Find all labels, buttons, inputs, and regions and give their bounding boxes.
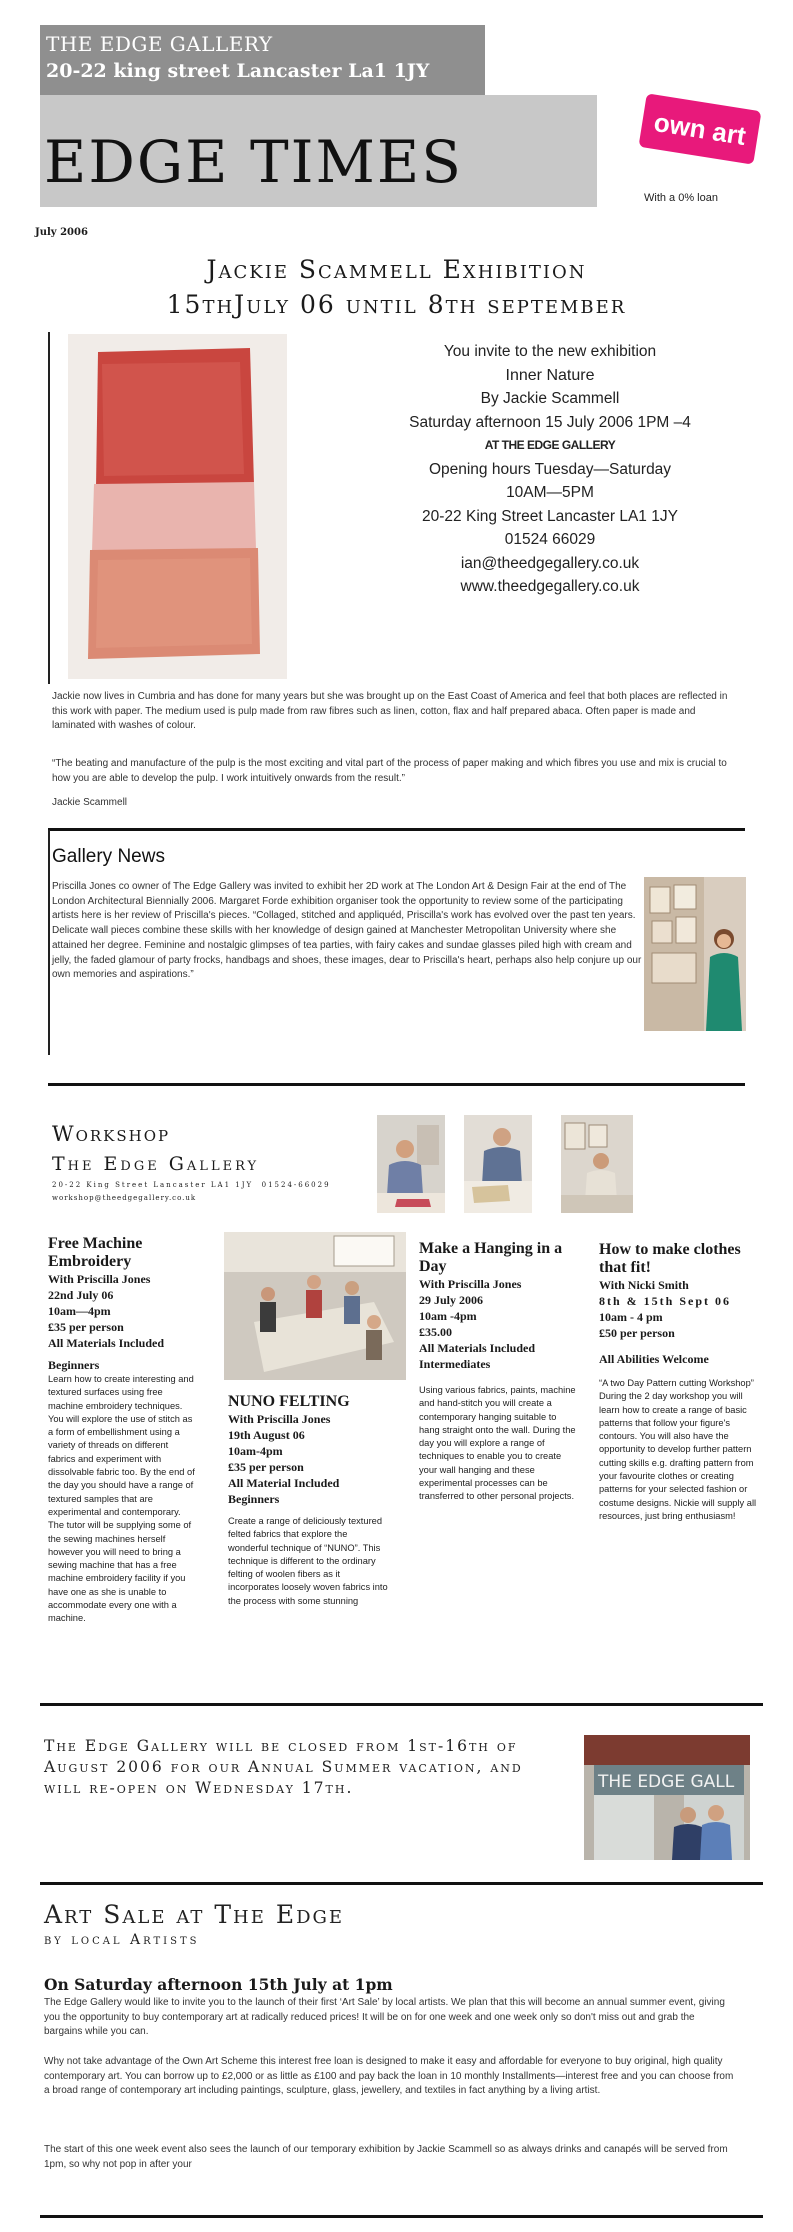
workshop-photo-icon	[377, 1115, 445, 1213]
own-art-logo-text: own art	[652, 106, 749, 151]
news-body: Priscilla Jones co owner of The Edge Gallery was invited to exhibit her 2D work at The London Art & Design Fair at the end of The London Architectural Biennially 2006. Margaret Forde exhibition organiser took the opportunity to review some of the participating artists here is her review of Priscilla's pieces. “Collaged, stitched and appliquéd, Priscilla's work has evolved over the past ten years. Delicate wall pieces combine these skills with her knowledge of design gained at Manchester Metropolitan University where she attained her degree. Feminine and nostalgic glimpses of tea parties, with fairy cakes and sundae glasses piled high with cream and jelly, the faded glamour of party frocks, handbags and shoes, these images, dear to Priscilla's heart, perhaps also help conjure up our own memories and aspirations.”	[52, 881, 642, 981]
course-time: 10am-4pm	[228, 1444, 283, 1458]
workshop-email[interactable]: workshop@theedgegallery.co.uk	[52, 1194, 197, 1202]
own-art-tagline: With a 0% loan	[644, 192, 718, 204]
workshop-address	[52, 1181, 331, 1189]
exhibition-artist: By Jackie Scammell	[480, 390, 620, 407]
course-price: £50 per person	[599, 1326, 675, 1340]
exhibition-name: Inner Nature	[505, 366, 595, 384]
divider	[40, 1882, 763, 1885]
invite-intro: You invite to the new exhibition	[443, 343, 657, 360]
exhibition-title: Jackie Scammell Exhibition	[206, 255, 587, 284]
course-level: All Abilities Welcome	[599, 1352, 709, 1366]
phone-number: 01524 66029	[504, 531, 596, 548]
course-date: 22nd July 06	[48, 1288, 114, 1302]
divider	[40, 1703, 763, 1706]
course-time: 10am - 4 pm	[599, 1310, 663, 1324]
issue-date: July 2006	[35, 227, 88, 238]
course-materials: All Materials Included	[48, 1336, 164, 1350]
gallery-name: THE EDGE GALLERY	[46, 32, 273, 56]
venue-address: 20-22 King Street Lancaster LA1 1JY	[422, 507, 678, 525]
venue: AT THE EDGE GALLERY	[484, 438, 616, 452]
course-description: “A two Day Pattern cutting Workshop” During the 2 day workshop you will learn how to create a range of basic patterns that follow your figure's contours. You will also have the opportunity to develop further pattern cutting skills e.g. drafting pattern from your favourite clothes or creating patterns for your selected fashion or costume designs. Nickie will supply all resources, just bring enthusiasm!	[599, 1378, 757, 1521]
course-tutor: With Nicki Smith	[599, 1278, 689, 1292]
course-materials: All Materials Included	[419, 1341, 535, 1355]
newsletter-title: EDGE TIMES	[44, 128, 464, 196]
course-description: Learn how to create interesting and textured surfaces using free machine embroidery techniques. You will explore the use of stitch as a form of embellishment using a variety of threads on different fabrics and experiment with dissolvable fabric too. By the end of the day you should have a range of textured samples that are experimental and contemporary. The tutor will be supplying some of the sewing machines herself however you will need to bring a sewing machine that has a free machine embroidery facility if you have one as she is unable to accommodate every one with a machine.	[48, 1374, 195, 1624]
artist-photo-icon	[644, 877, 746, 1031]
paper-artwork-icon	[68, 334, 287, 679]
course-price: £35 per person	[48, 1320, 124, 1334]
invitation-block	[340, 340, 760, 599]
workshop-photo-3	[561, 1115, 633, 1213]
artist-signature: Jackie Scammell	[52, 797, 128, 808]
workshop-address-text: 20-22 King Street Lancaster LA1 1JY	[52, 1181, 254, 1189]
course-tutor: With Priscilla Jones	[228, 1412, 331, 1426]
email-link[interactable]: ian@theedgegallery.co.uk	[460, 554, 640, 572]
course-tutor: With Priscilla Jones	[419, 1277, 522, 1291]
art-sale-heading: On Saturday afternoon 15th July at 1pm	[44, 1975, 393, 1994]
course-title: Make a Hanging in a Day	[419, 1240, 563, 1275]
workshop-phone: 01524-66029	[261, 1181, 331, 1189]
art-sale-paragraph: Why not take advantage of the Own Art Scheme this interest free loan is designed to make it easy and affordable for everyone to buy original, high quality contemporary art. You can borrow up to £2,000 or as little as £100 and pay back the loan in 10 monthly Installments—interest free and you can choose from a broad range of contemporary art including paintings, sculpture, glass, jewellery, and textiles in fact anything by a living artist.	[44, 2056, 734, 2096]
website-link[interactable]: www.theedgegallery.co.uk	[460, 578, 640, 595]
art-sale-paragraph: The start of this one week event also sees the launch of our temporary exhibition by Jackie Scammell so as always drinks and canapés will be served from 1pm, so why not pop in after your	[44, 2144, 728, 2170]
exhibition-dates: 15thJuly 06 until 8th september	[166, 290, 627, 319]
section-border	[48, 830, 50, 1055]
gallery-front-photo	[584, 1735, 750, 1860]
opening-times: 10AM—5PM	[506, 484, 594, 501]
workshop-photo-1	[377, 1115, 445, 1213]
divider	[48, 1083, 745, 1086]
workshop-photo-icon	[464, 1115, 532, 1213]
course-title: How to make clothes that fit!	[599, 1241, 741, 1276]
art-sale-paragraph: The Edge Gallery would like to invite you to the launch of their first ‘Art Sale’ by local artists. We plan that this will become an annual summer event, giving you the opportunity to buy contemporary art at radically reduced prices! It will be on for one week and one week only so don't miss out and grab the bargains while you can.	[44, 1997, 725, 2037]
course-materials: All Material Included	[228, 1476, 340, 1490]
workshop-photo-icon	[561, 1115, 633, 1213]
course-time: 10am—4pm	[48, 1304, 111, 1318]
course-nuno-felting	[228, 1393, 388, 1608]
workshop-gallery: The Edge Gallery	[52, 1153, 260, 1175]
gallery-address: 20-22 king street Lancaster La1 1JY	[46, 60, 430, 82]
course-date: 19th August 06	[228, 1428, 305, 1442]
artist-quote: “The beating and manufacture of the pulp is the most exciting and vital part of the process of paper making and which fibres you use and mix is crucial to how you are able to develop the pulp. I work intuitively onwards from the result.”	[52, 758, 727, 784]
course-free-machine-embroidery	[48, 1235, 198, 1626]
course-title: Free Machine Embroidery	[48, 1235, 143, 1270]
opening-hours: Opening hours Tuesday—Saturday	[428, 460, 672, 478]
own-art-logo	[638, 93, 761, 164]
storefront-sign: THE EDGE GALL	[598, 1772, 735, 1792]
classroom-photo-icon	[224, 1232, 406, 1380]
course-date: 29 July 2006	[419, 1293, 484, 1307]
course-price: £35.00	[419, 1325, 452, 1339]
divider	[40, 2215, 763, 2218]
course-clothes-that-fit	[599, 1241, 764, 1523]
course-description: Create a range of deliciously textured felted fabrics that explore the wonderful technique of “NUNO”. This technique is different to the ordinary felting of woolen fibers as it incorporates loosely woven fabrics into the process with some stunning	[228, 1516, 388, 1606]
course-level: Beginners	[48, 1358, 100, 1372]
exhibition-description: Jackie now lives in Cumbria and has done for many years but she was brought up on the East Coast of America and feel that both places are reflected in this work with paper. The medium used is pulp made from raw fibres such as linen, cotton, flax and half prepared abaca. Often paper is made and laminated with washes of colour.	[52, 691, 728, 731]
priscilla-photo	[644, 877, 746, 1031]
closure-notice: The Edge Gallery will be closed from 1st-16th of August 2006 for our Annual Summer vacation, and will re-open on Wednesday 17th.	[44, 1737, 523, 1797]
section-border	[48, 332, 50, 684]
workshop-photo-2	[464, 1115, 532, 1213]
art-sale-subtitle: by local Artists	[44, 1932, 200, 1948]
course-price: £35 per person	[228, 1460, 304, 1474]
course-make-a-hanging	[419, 1240, 579, 1504]
course-level: Beginners	[228, 1492, 280, 1506]
divider	[48, 828, 745, 831]
news-title: Gallery News	[52, 846, 165, 867]
course-tutor: With Priscilla Jones	[48, 1272, 151, 1286]
course-description: Using various fabrics, paints, machine and hand-stitch you will create a contemporary hanging suitable to hang straight onto the wall. During the day you will explore a range of techniques to enable you to create your wall hanging and these experimental processes can be transferred to other personal projects.	[419, 1385, 576, 1502]
artwork-image	[68, 334, 287, 679]
course-title: NUNO FELTING	[228, 1393, 350, 1410]
course-time: 10am -4pm	[419, 1309, 477, 1323]
workshop-title: Workshop	[52, 1122, 171, 1146]
storefront-photo-icon	[584, 1735, 750, 1860]
course-level: Intermediates	[419, 1357, 491, 1371]
course-date: 8th & 15th Sept 06	[599, 1294, 732, 1308]
felting-class-photo	[224, 1232, 406, 1380]
art-sale-title: Art Sale at The Edge	[44, 1900, 345, 1929]
opening-time: Saturday afternoon 15 July 2006 1PM –4	[409, 413, 691, 431]
